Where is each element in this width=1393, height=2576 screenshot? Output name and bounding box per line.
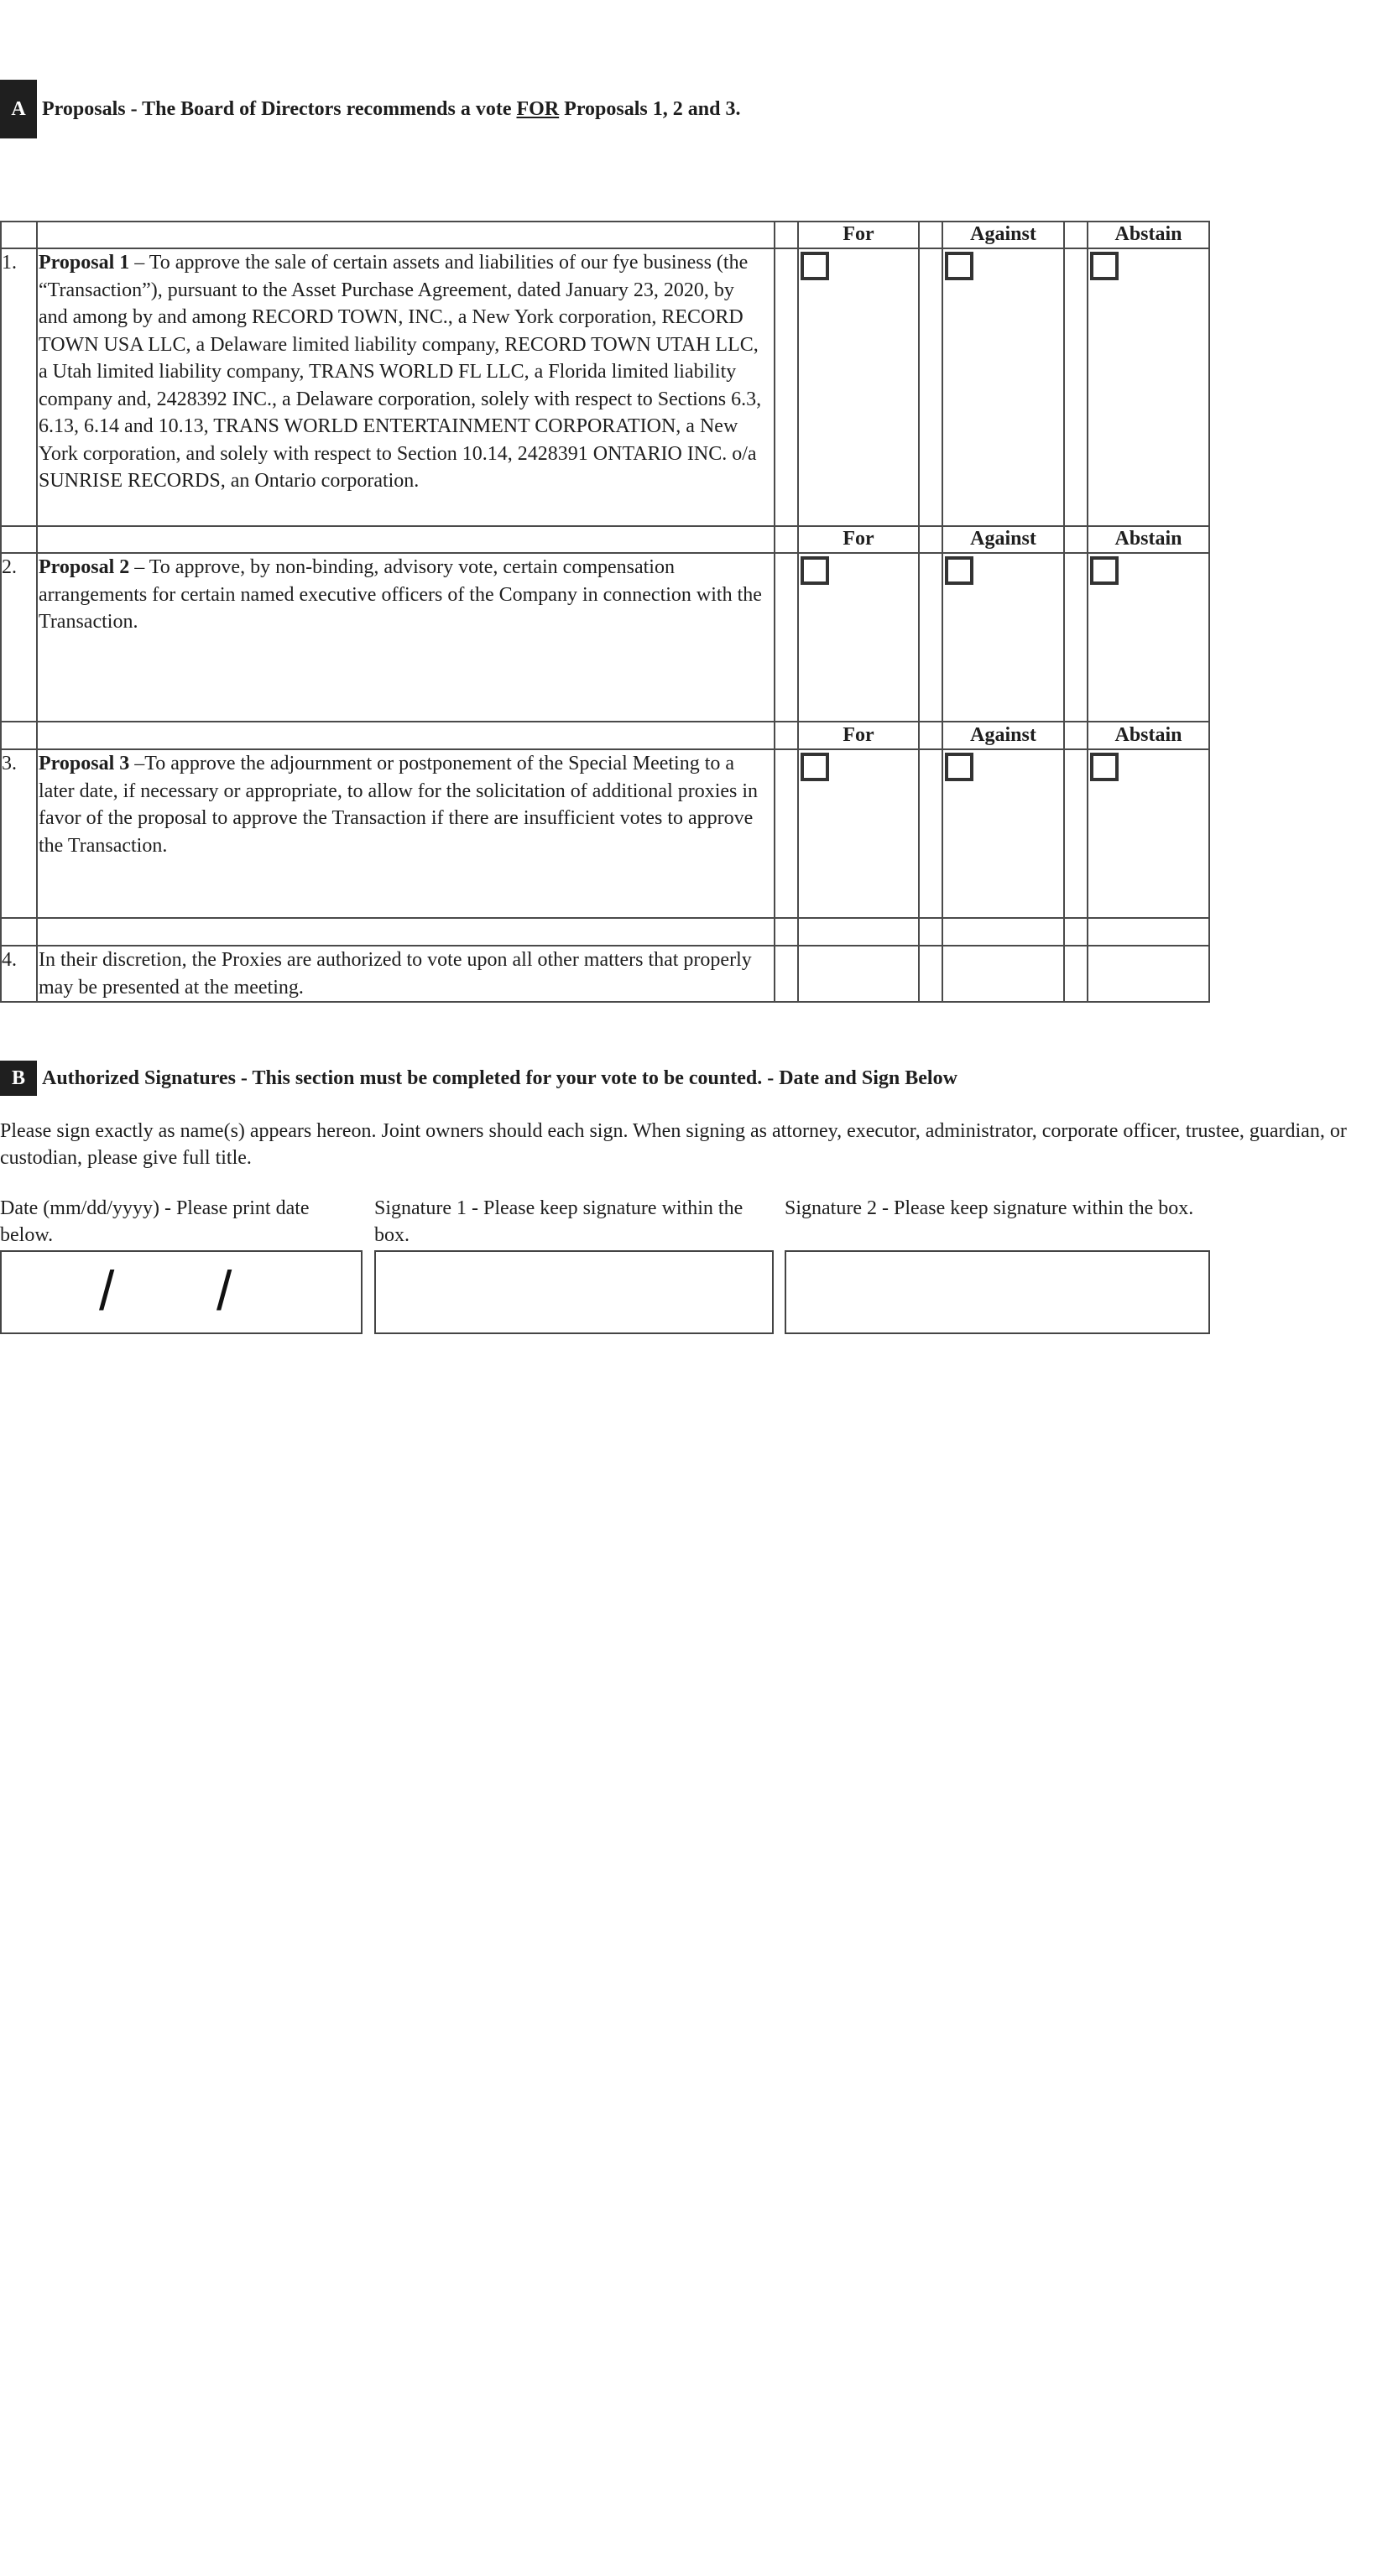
proposal-2-against-checkbox[interactable] (945, 556, 973, 585)
proposal-1-number: 1. (2, 252, 17, 274)
column-header-abstain: Abstain (1114, 528, 1182, 550)
proposal-1-for-checkbox[interactable] (801, 252, 829, 280)
proposal-1-against-checkbox[interactable] (945, 252, 973, 280)
proposal-4-number: 4. (2, 949, 17, 971)
proposal-3-against-checkbox[interactable] (945, 753, 973, 781)
proposal-3-abstain-checkbox[interactable] (1090, 753, 1119, 781)
proposal-1-abstain-checkbox[interactable] (1090, 252, 1119, 280)
proposal-4-text: In their discretion, the Proxies are authorized to vote upon all other matters that properly may be presented at the meeting. (39, 949, 752, 999)
proposal-3-for-checkbox[interactable] (801, 753, 829, 781)
signature-1-label: Signature 1 - Please keep signature within the box. (374, 1197, 743, 1246)
column-header-for: For (843, 528, 874, 550)
column-header-for: For (843, 724, 874, 746)
column-header-against: Against (970, 528, 1036, 550)
section-b-badge: B (0, 1061, 37, 1096)
proposal-2-text: Proposal 2 – To approve, by non-binding, advisory vote, certain compensation arrangements for certain named executive officers of the Company in connection with the Transaction. (39, 556, 762, 633)
section-a-title: Proposals - The Board of Directors recommends a vote FOR Proposals 1, 2 and 3. (42, 97, 741, 120)
column-header-against: Against (970, 223, 1036, 245)
proposal-2-number: 2. (2, 556, 17, 578)
proposal-2-for-checkbox[interactable] (801, 556, 829, 585)
date-separator: / (217, 1259, 232, 1322)
proposal-3-text: Proposal 3 –To approve the adjournment or postponement of the Special Meeting to a later date, if necessary or appropriate, to allow for the solicitation of additional proxies in favor of the proposal to approve the Transaction if there are insufficient votes to approve the Transaction. (39, 753, 759, 857)
section-a-badge: A (0, 80, 37, 138)
date-input-box[interactable] (0, 1250, 363, 1334)
column-header-for: For (843, 223, 874, 245)
proposal-2-abstain-checkbox[interactable] (1090, 556, 1119, 585)
signature-2-label: Signature 2 - Please keep signature within the box. (785, 1197, 1194, 1219)
signature-2-box[interactable] (785, 1250, 1210, 1334)
proposal-1-text: Proposal 1 – To approve the sale of certain assets and liabilities of our fye business (the “Transaction”), pursuant to the Asset Purchase Agreement, dated January 23, 2020, by and among by and among RECORD TOWN, INC., a New York corporation, RECORD TOWN USA LLC, a Delaware limited liability company, RECORD TOWN UTAH LLC, a Utah limited liability company, TRANS WORLD FL LLC, a Florida limited liability company and, 2428392 INC., a Delaware corporation, solely with respect to Sections 6.3, 6.13, 6.14 and 10.13, TRANS WORLD ENTERTAINMENT CORPORATION, a New York corporation, and solely with respect to Section 10.14, 2428391 ONTARIO INC. o/a SUNRISE RECORDS, an Ontario corporation. (39, 252, 762, 492)
section-b-header (0, 1061, 957, 1096)
signature-1-box[interactable] (374, 1250, 774, 1334)
proposal-3-number: 3. (2, 753, 17, 774)
column-header-abstain: Abstain (1114, 223, 1182, 245)
column-header-abstain: Abstain (1114, 724, 1182, 746)
section-b-title: Authorized Signatures - This section must be completed for your vote to be counted. - Date and Sign Below (42, 1066, 957, 1089)
signature-instructions: Please sign exactly as name(s) appears hereon. Joint owners should each sign. When signing as attorney, executor, administrator, corporate officer, trustee, guardian, or custodian, please give full title. (0, 1120, 1347, 1169)
section-a-header (0, 80, 740, 138)
column-header-against: Against (970, 724, 1036, 746)
date-label: Date (mm/dd/yyyy) - Please print date below. (0, 1197, 310, 1246)
date-separator: / (99, 1259, 115, 1322)
